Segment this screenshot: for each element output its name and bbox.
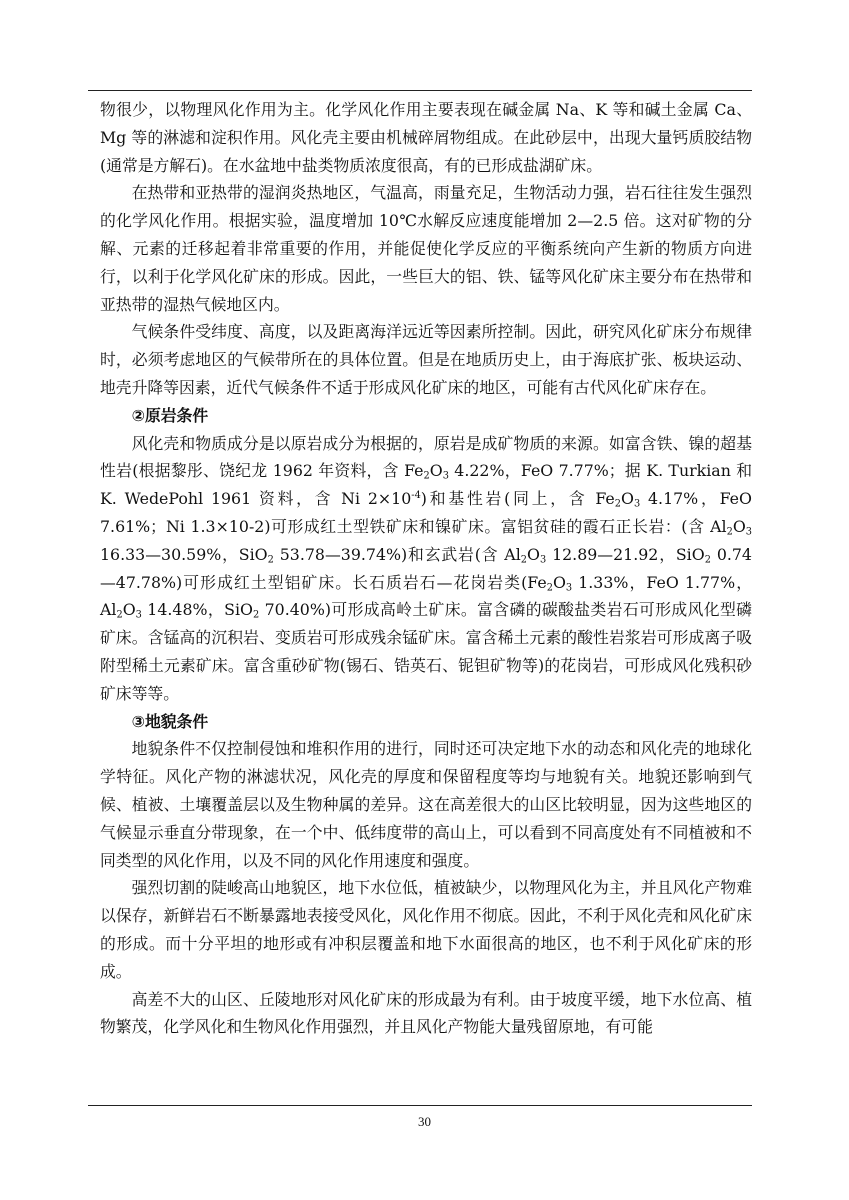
footer-rule [88, 1105, 752, 1106]
paragraph-landform: 地貌条件不仅控制侵蚀和堆积作用的进行，同时还可决定地下水的动态和风化壳的地球化学特征。风化产物的淋滤状况，风化壳的厚度和保留程度等均与地貌有关。地貌还影响到气候、植被、土壤覆盖层以及生物种属的差异。这在高差很大的山区比较明显，因为这些地区的气候显示垂直分带现象，在一个中、低纬度带的高山上，可以看到不同高度处有不同植被和不同类型的风化作用，以及不同的风化作用速度和强度。 [100, 739, 752, 870]
section-heading-landform: ③地貌条件 [131, 711, 209, 731]
paragraph-tropical-climate: 在热带和亚热带的湿润炎热地区，气温高，雨量充足，生物活动力强，岩石往往发生强烈的化学风化作用。根据实验，温度增加 10℃水解反应速度能增加 2—2.5 倍。这对矿物的分解、元素的迁移起着非常重要的作用，并能促使化学反应的平衡系统向产生新的物质方向进行，以利于化学风化矿床的形成。因此，一些巨大的铝、铁、锰等风化矿床主要分布在热带和亚热带的湿热气候地区内。 [100, 183, 752, 314]
section-heading-parent-rock: ②原岩条件 [131, 405, 209, 425]
header-rule [88, 90, 752, 91]
paragraph-hills: 高差不大的山区、丘陵地形对风化矿床的形成最为有利。由于坡度平缓，地下水位高、植物繁茂，化学风化和生物风化作用强烈，并且风化产物能大量残留原地，有可能 [100, 989, 752, 1037]
paragraph-parent-rock: 风化壳和物质成分是以原岩成分为根据的，原岩是成矿物质的来源。如富含铁、镍的超基性岩(根据黎彤、饶纪龙 1962 年资料，含 $Fe_2O_3$ 4.22%，FeO 7.77%；据 K. Turkian 和 K. WedePohl 1961 资料，含 Ni $2\times 10^{-4}$)和基性岩(同上，含 $Fe_2O_3$ 4.17%，FeO 7.61%；Ni 1.3×10-2)可形成红土型铁矿床和镍矿床。富铝贫硅的霞石正长岩：(含 $Al_2O_3$ 16.33—30.59%，SiO$_2$ 53.78—39.74%)和玄武岩(含 $Al_2O_3$ 12.89—21.92，SiO$_2$ 0.74—47.78%)可形成红土型铝矿床。长石质岩石—花岗岩类($Fe_2O_3$ 1.33%，FeO 1.77%，$Al_2O_3$ 14.48%，SiO$_2$ 70.40%)可形成高岭土矿床。富含磷的碳酸盐类岩石可形成风化型磷矿床。含锰高的沉积岩、变质岩可形成残余锰矿床。富含稀土元素的酸性岩浆岩可形成离子吸附型稀土元素矿床。富含重砂矿物(锡石、锆英石、铌钽矿物等)的花岗岩，可形成风化残积砂矿床等等。 [100, 433, 753, 703]
page-number: 30 [418, 1114, 431, 1129]
paragraph-climate-control: 气候条件受纬度、高度，以及距离海洋远近等因素所控制。因此，研究风化矿床分布规律时，必须考虑地区的气候带所在的具体位置。但是在地质历史上，由于海底扩张、板块运动、地壳升降等因素，近代气候条件不适于形成风化矿床的地区，可能有古代风化矿床存在。 [100, 322, 752, 397]
paragraph-continuation: 物很少，以物理风化作用为主。化学风化作用主要表现在碱金属 Na、K 等和碱土金属 Ca、Mg 等的淋滤和淀积作用。风化壳主要由机械碎屑物组成。在此砂层中，出现大量钙质胶结物(通常是方解石)。在水盆地中盐类物质浓度很高，有的已形成盐湖矿床。 [100, 100, 752, 175]
page-body [100, 96, 752, 1041]
paragraph-steep-mountains: 强烈切割的陡峻高山地貌区，地下水位低，植被缺少，以物理风化为主，并且风化产物难以保存，新鲜岩石不断暴露地表接受风化，风化作用不彻底。因此，不利于风化壳和风化矿床的形成。而十分平坦的地形或有冲积层覆盖和地下水面很高的地区，也不利于风化矿床的形成。 [100, 878, 752, 981]
